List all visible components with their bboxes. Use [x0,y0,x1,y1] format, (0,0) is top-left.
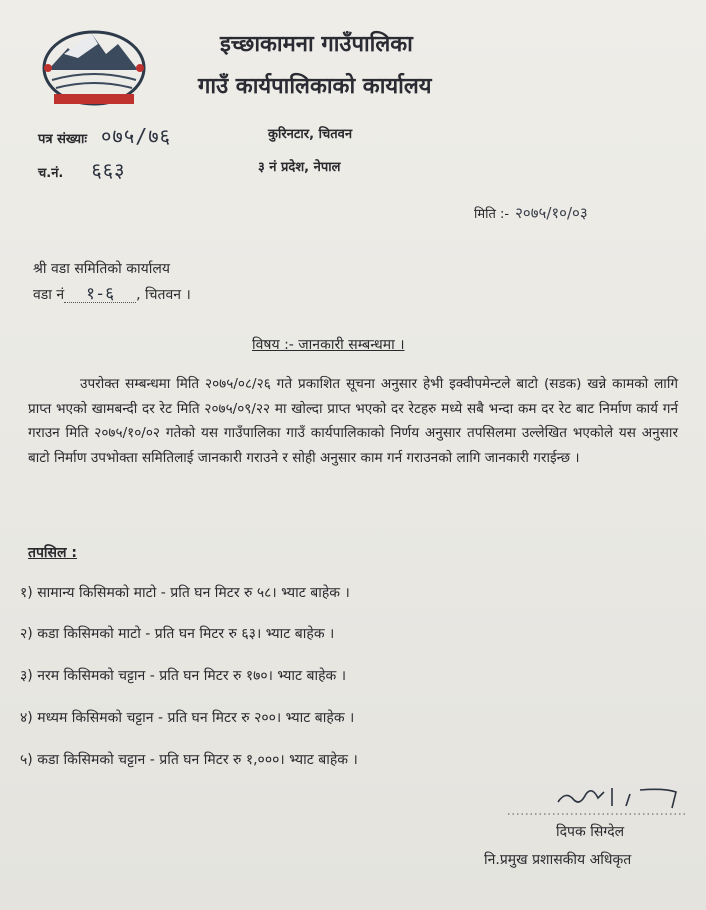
letter-number-value: ०७५/७६ [101,124,172,148]
recipient-office: श्री वडा समितिको कार्यालय [33,261,170,277]
province: ३ नं प्रदेश, नेपाल [258,160,341,175]
dispatch-number-label: च.नं. [38,166,64,181]
date-value: २०७५/१०/०३ [515,204,588,222]
office-location: कुरिनटार, चितवन [268,127,353,142]
ward-suffix: , चितवन । [136,287,191,303]
rate-item-2: २) कडा किसिमको माटो - प्रति घन मिटर रु ६३। भ्याट बाहेक । [20,626,335,642]
subject-line: विषय :- जानकारी सम्बन्धमा । [252,337,405,353]
rate-item-3: ३) नरम किसिमको चट्टान - प्रति घन मिटर रु १७०। भ्याट बाहेक । [20,668,347,684]
nepal-emblem-logo [34,20,154,110]
details-heading: तपसिल : [28,545,77,561]
letter-number-label: पत्र संख्याः [38,132,88,147]
dispatch-number [38,156,126,183]
rate-item-1: १) सामान्य किसिमको माटो - प्रति घन मिटर रु ५८। भ्याट बाहेक । [20,585,350,601]
letter-date [474,203,588,223]
signatory-name: दिपक सिग्देल [556,824,625,840]
ward-prefix: वडा नं [33,287,65,303]
office-name: गाउँ कार्यपालिकाको कार्यालय [198,74,432,99]
date-label: मिति :- [474,207,510,222]
ward-value: १-६ [64,286,136,303]
signatory-title: नि.प्रमुख प्रशासकीय अधिकृत [484,852,632,868]
signature-icon [508,784,688,816]
rate-item-4: ४) मध्यम किसिमको चट्टान - प्रति घन मिटर रु २००। भ्याट बाहेक । [20,710,355,726]
rate-item-5: ५) कडा किसिमको चट्टान - प्रति घन मिटर रु १,०००। भ्याट बाहेक । [20,752,358,768]
municipality-name: इच्छाकामना गाउँपालिका [220,32,413,57]
letter-number [38,122,171,149]
body-paragraph [28,372,678,470]
recipient-ward [33,285,191,304]
dispatch-number-value: ६६३ [91,158,126,182]
body-text: उपरोक्त सम्बन्धमा मिति २०७५/०८/२६ गते प्रकाशित सूचना अनुसार हेभी इक्वीपमेन्टले बाटो (सडक) खन्ने कामको लागि प्राप्त भएको खामबन्दी दर रेट मिति २०७५/०९/२२ मा खोल्दा प्राप्त भएको दर रेटहरु मध्ये सबै भन्दा कम दर रेट बाट निर्माण कार्य गर्न गराउन मिति २०७५/१०/०२ गतेको यस गाउँपालिका गाउँ कार्यपालिकाको निर्णय अनुसार तपसिलमा उल्लेखित भएकोले यस अनुसार बाटो निर्माण उपभोक्ता समितिलाई जानकारी गराउने र सोही अनुसार काम गर्न गराउनको लागि जानकारी गराईन्छ । [28,376,678,466]
